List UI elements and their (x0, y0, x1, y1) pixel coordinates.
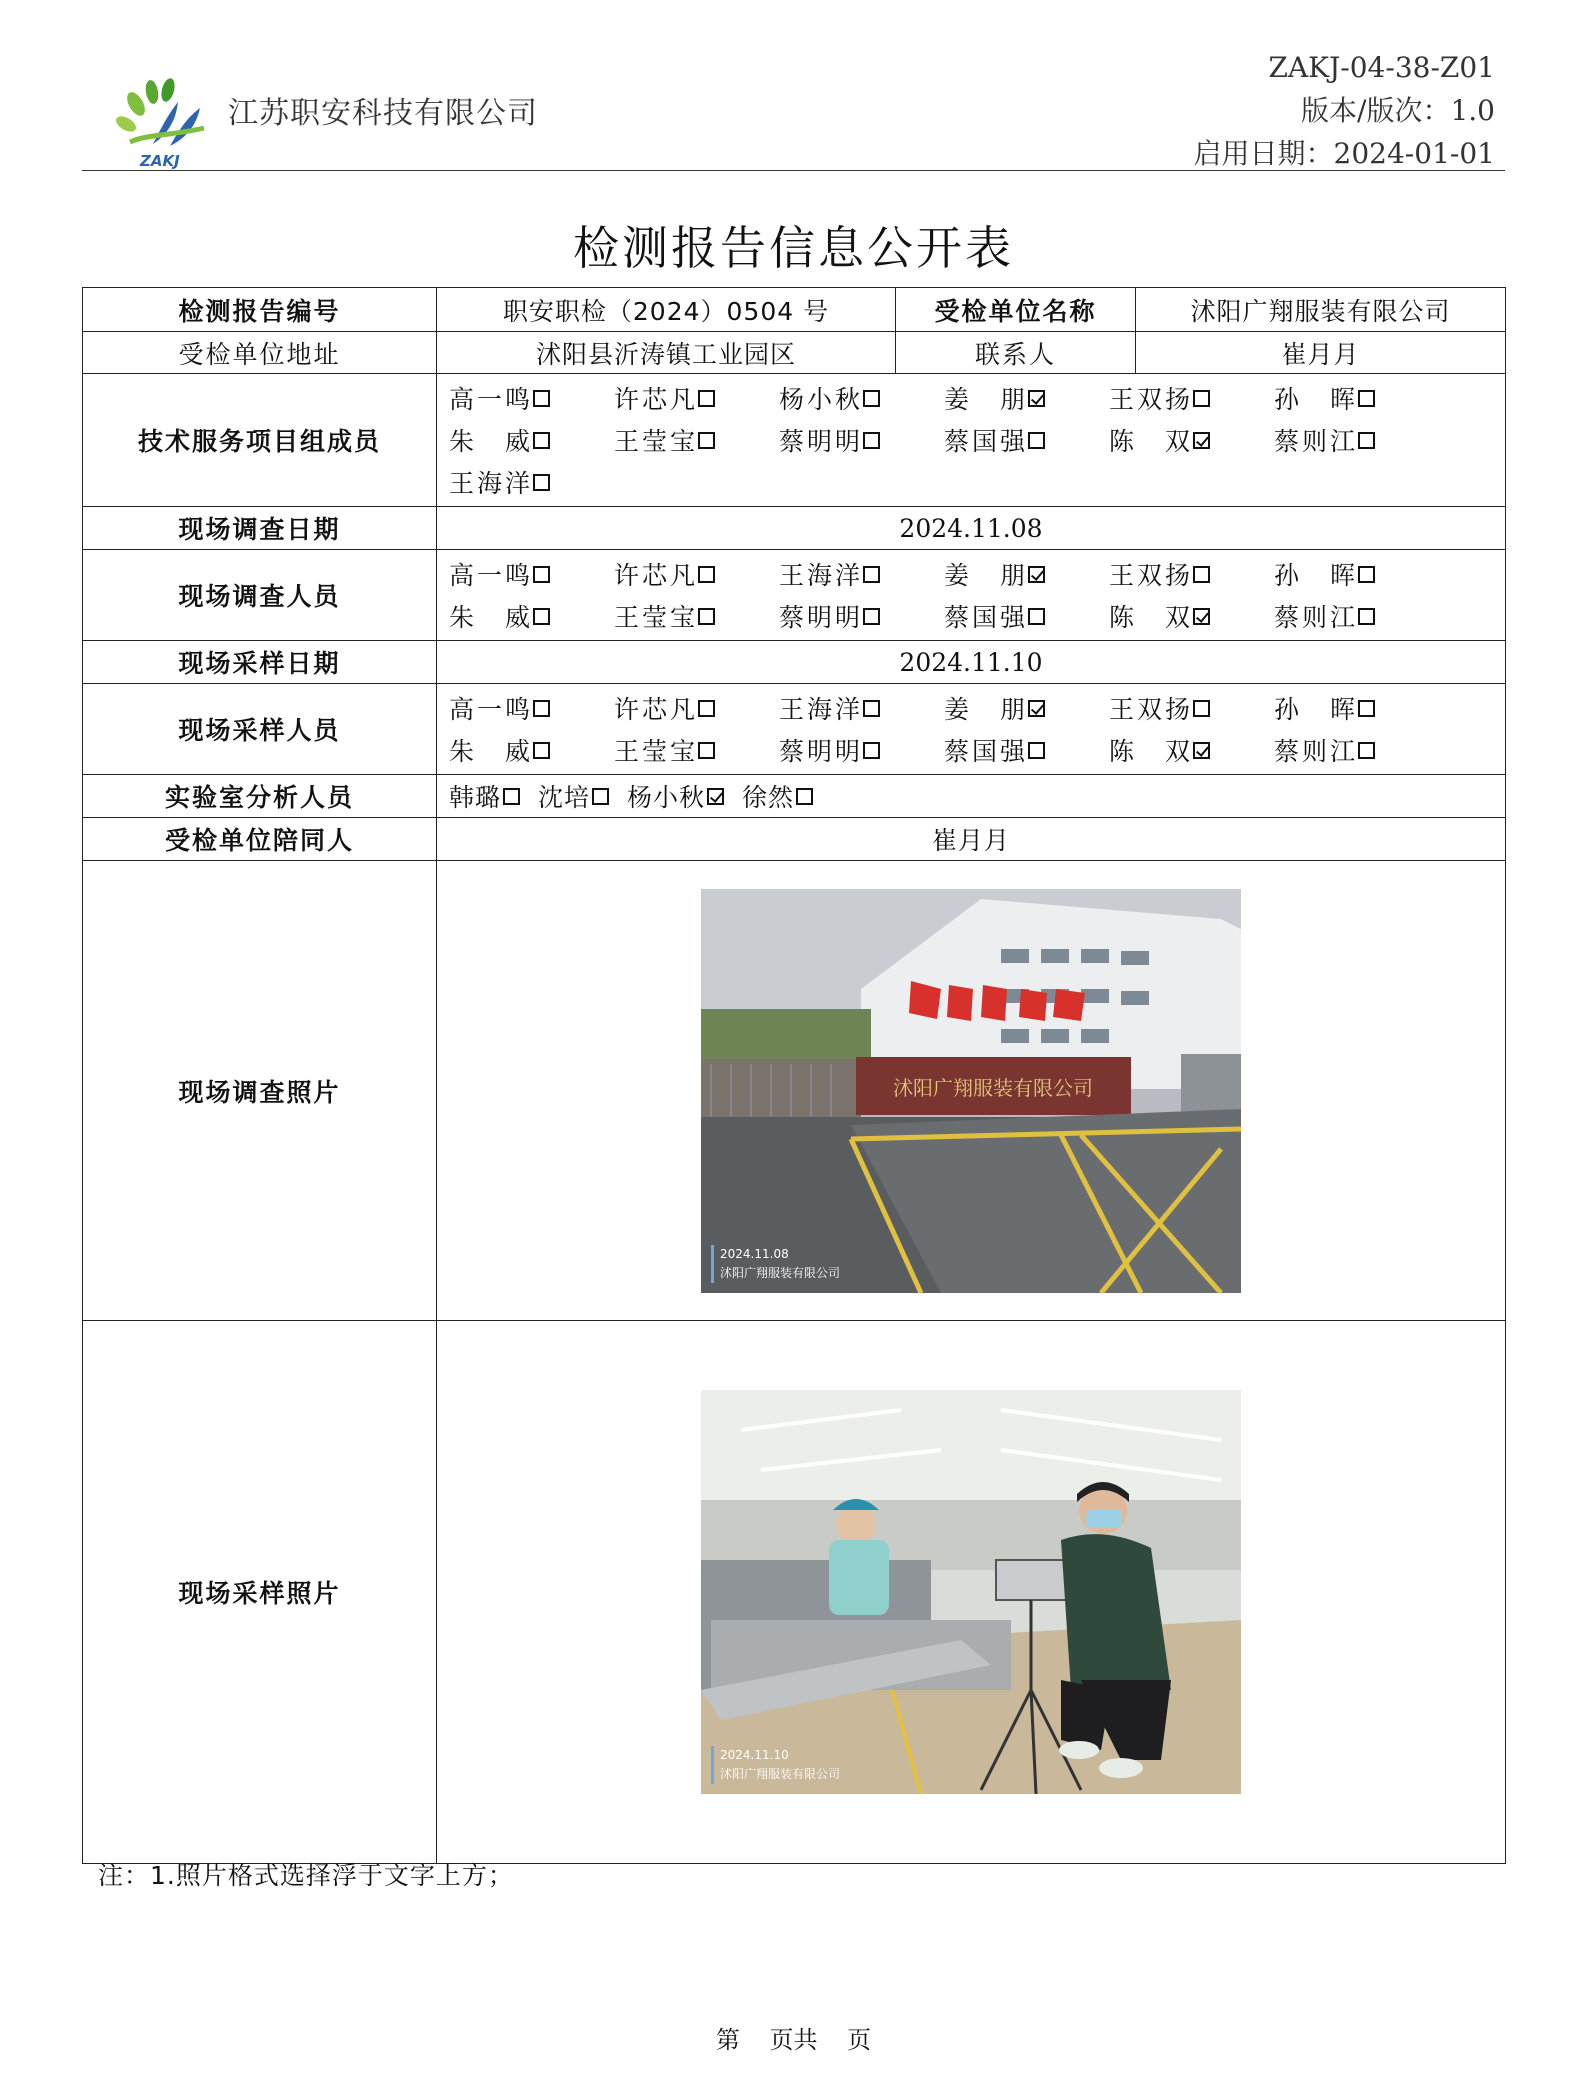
table-row (83, 641, 1506, 684)
table-row (83, 861, 1506, 1321)
unchecked-box-icon[interactable] (1358, 608, 1375, 625)
table-row (83, 288, 1506, 332)
person-checkbox-item (1274, 380, 1439, 416)
person-checkbox-item (1109, 380, 1274, 416)
unchecked-box-icon[interactable] (1358, 432, 1375, 449)
sampling-staff-list (449, 684, 1493, 774)
doc-version: 版本/版次：1.0 (1301, 94, 1495, 127)
document-meta (1194, 46, 1495, 175)
survey-photo-label: 现场调查照片 (83, 861, 437, 1321)
person-name: 高一鸣 (449, 695, 531, 724)
person-checkbox-item (779, 556, 944, 592)
person-name: 陈双 (1109, 737, 1191, 766)
unchecked-box-icon[interactable] (1358, 742, 1375, 759)
sampling-photo-cell (437, 1321, 1506, 1864)
person-name: 孙晖 (1274, 561, 1356, 590)
unchecked-box-icon[interactable] (1028, 432, 1045, 449)
person-checkbox-item (449, 732, 614, 768)
person-checkbox-item (779, 598, 944, 634)
person-checkbox-item (1274, 732, 1439, 768)
unchecked-box-icon[interactable] (698, 700, 715, 717)
person-checkbox-item (1109, 690, 1274, 726)
person-name: 蔡国强 (944, 737, 1026, 766)
person-checkbox-item (614, 598, 779, 634)
person-checkbox-item (449, 690, 614, 726)
person-checkbox-item (449, 598, 614, 634)
unchecked-box-icon[interactable] (863, 700, 880, 717)
person-name: 蔡则江 (1274, 737, 1356, 766)
person-name: 蔡明明 (779, 737, 861, 766)
person-name: 朱威 (449, 737, 531, 766)
photo-watermark (711, 1746, 840, 1784)
person-checkbox-item (1109, 598, 1274, 634)
unchecked-box-icon[interactable] (1193, 566, 1210, 583)
unchecked-box-icon[interactable] (796, 788, 813, 805)
unit-name-value: 沭阳广翔服装有限公司 (1136, 288, 1506, 332)
person-checkbox-item (449, 556, 614, 592)
lab-staff-label: 实验室分析人员 (83, 775, 437, 818)
company-logo (108, 62, 218, 172)
company-name: 江苏职安科技有限公司 (228, 96, 538, 131)
person-name: 朱威 (449, 603, 531, 632)
unchecked-box-icon[interactable] (533, 432, 550, 449)
unchecked-box-icon[interactable] (533, 390, 550, 407)
person-checkbox-item (614, 690, 779, 726)
person-checkbox-item (944, 422, 1109, 458)
unchecked-box-icon[interactable] (863, 432, 880, 449)
checked-box-icon[interactable] (707, 788, 724, 805)
logo-text: ZAKJ (140, 152, 180, 170)
unchecked-box-icon[interactable] (1358, 566, 1375, 583)
watermark-date: 2024.11.10 (720, 1748, 789, 1762)
table-row (83, 374, 1506, 507)
table-row (83, 775, 1506, 818)
person-name: 陈双 (1109, 427, 1191, 456)
sampling-photo-label: 现场采样照片 (83, 1321, 437, 1864)
unchecked-box-icon[interactable] (698, 608, 715, 625)
person-name: 王莹宝 (614, 603, 696, 632)
person-name: 姜朋 (944, 561, 1026, 590)
survey-photo-cell (437, 861, 1506, 1321)
sampling-date-label: 现场采样日期 (83, 641, 437, 684)
person-checkbox-item (449, 778, 520, 814)
doc-code: ZAKJ-04-38-Z01 (1268, 51, 1495, 84)
person-checkbox-item (944, 556, 1109, 592)
person-checkbox-item (779, 690, 944, 726)
sampling-staff-label: 现场采样人员 (83, 684, 437, 775)
person-name: 王海洋 (779, 561, 861, 590)
unchecked-box-icon[interactable] (698, 566, 715, 583)
sampling-staff-cell (437, 684, 1506, 775)
unchecked-box-icon[interactable] (698, 742, 715, 759)
person-checkbox-item (779, 422, 944, 458)
unchecked-box-icon[interactable] (863, 390, 880, 407)
watermark-company: 沭阳广翔服装有限公司 (720, 1265, 841, 1280)
person-checkbox-item (779, 732, 944, 768)
watermark-company: 沭阳广翔服装有限公司 (720, 1767, 841, 1781)
unchecked-box-icon[interactable] (698, 390, 715, 407)
person-checkbox-item (1109, 422, 1274, 458)
person-checkbox-item (944, 690, 1109, 726)
person-name: 王莹宝 (614, 427, 696, 456)
lab-staff-list (449, 778, 1493, 814)
lab-staff-cell (437, 775, 1506, 818)
table-row (83, 507, 1506, 550)
page-title: 检测报告信息公开表 (573, 221, 1014, 275)
unchecked-box-icon[interactable] (1028, 608, 1045, 625)
person-name: 杨小秋 (627, 783, 706, 812)
unchecked-box-icon[interactable] (1193, 700, 1210, 717)
unchecked-box-icon[interactable] (698, 432, 715, 449)
person-name: 姜朋 (944, 385, 1026, 414)
person-checkbox-item (449, 422, 614, 458)
person-checkbox-item (1274, 598, 1439, 634)
person-name: 蔡国强 (944, 427, 1026, 456)
person-name: 陈双 (1109, 603, 1191, 632)
person-name: 王莹宝 (614, 737, 696, 766)
survey-staff-cell (437, 550, 1506, 641)
person-checkbox-item (779, 380, 944, 416)
person-checkbox-item (449, 464, 614, 500)
person-name: 王双扬 (1109, 561, 1191, 590)
person-name: 韩璐 (449, 783, 502, 812)
doc-effective-date: 启用日期：2024-01-01 (1193, 137, 1495, 170)
person-name: 王双扬 (1109, 695, 1191, 724)
survey-staff-label: 现场调查人员 (83, 550, 437, 641)
person-checkbox-item (944, 598, 1109, 634)
unchecked-box-icon[interactable] (533, 700, 550, 717)
person-name: 姜朋 (944, 695, 1026, 724)
table-row (83, 1321, 1506, 1864)
contact-value: 崔月月 (1136, 332, 1506, 374)
watermark-date: 2024.11.08 (720, 1246, 789, 1261)
factory-gate-image (701, 889, 1241, 1293)
unchecked-box-icon[interactable] (592, 788, 609, 805)
person-checkbox-item (1274, 422, 1439, 458)
unchecked-box-icon[interactable] (533, 742, 550, 759)
person-checkbox-item (1109, 732, 1274, 768)
workshop-sampling-image (701, 1390, 1241, 1794)
table-row (83, 332, 1506, 374)
unchecked-box-icon[interactable] (863, 608, 880, 625)
checked-box-icon[interactable] (1193, 742, 1210, 759)
footnote: 注：1.照片格式选择浮于文字上方； (98, 1861, 514, 1890)
person-name: 高一鸣 (449, 385, 531, 414)
person-name: 蔡明明 (779, 603, 861, 632)
person-checkbox-item (742, 778, 813, 814)
person-checkbox-item (1274, 556, 1439, 592)
table-row (83, 818, 1506, 861)
person-checkbox-item (944, 380, 1109, 416)
gate-sign-text: 沭阳广翔服装有限公司 (893, 1075, 1093, 1100)
unchecked-box-icon[interactable] (503, 788, 520, 805)
team-cell (437, 374, 1506, 507)
unit-name-label: 受检单位名称 (896, 288, 1136, 332)
escort-value: 崔月月 (437, 818, 1506, 861)
person-name: 蔡国强 (944, 603, 1026, 632)
unchecked-box-icon[interactable] (1358, 700, 1375, 717)
unchecked-box-icon[interactable] (533, 566, 550, 583)
team-label: 技术服务项目组成员 (83, 374, 437, 507)
sampling-date-value: 2024.11.10 (437, 641, 1506, 684)
person-checkbox-item (614, 380, 779, 416)
person-name: 许芯凡 (614, 385, 696, 414)
unchecked-box-icon[interactable] (1028, 742, 1045, 759)
person-name: 蔡则江 (1274, 603, 1356, 632)
person-name: 王双扬 (1109, 385, 1191, 414)
unit-address-value: 沭阳县沂涛镇工业园区 (437, 332, 896, 374)
checked-box-icon[interactable] (1193, 608, 1210, 625)
person-checkbox-item (944, 732, 1109, 768)
person-name: 高一鸣 (449, 561, 531, 590)
table-row (83, 550, 1506, 641)
survey-date-label: 现场调查日期 (83, 507, 437, 550)
person-name: 朱威 (449, 427, 531, 456)
team-members (449, 374, 1493, 506)
photo-watermark (711, 1245, 840, 1283)
checked-box-icon[interactable] (1028, 390, 1045, 407)
survey-photo (701, 889, 1241, 1293)
person-name: 蔡明明 (779, 427, 861, 456)
unchecked-box-icon[interactable] (1193, 390, 1210, 407)
report-info-table (82, 287, 1506, 1864)
unchecked-box-icon[interactable] (533, 608, 550, 625)
checked-box-icon[interactable] (1028, 700, 1045, 717)
person-name: 王海洋 (449, 469, 531, 498)
report-no-value: 职安职检（2024）0504 号 (437, 288, 896, 332)
person-name: 许芯凡 (614, 561, 696, 590)
person-name: 蔡则江 (1274, 427, 1356, 456)
unchecked-box-icon[interactable] (863, 742, 880, 759)
unchecked-box-icon[interactable] (863, 566, 880, 583)
person-checkbox-item (1109, 556, 1274, 592)
person-checkbox-item (614, 556, 779, 592)
person-name: 杨小秋 (779, 385, 861, 414)
person-name: 孙晖 (1274, 385, 1356, 414)
person-name: 王海洋 (779, 695, 861, 724)
unchecked-box-icon[interactable] (533, 474, 550, 491)
person-checkbox-item (538, 778, 609, 814)
sampling-photo (701, 1390, 1241, 1794)
checked-box-icon[interactable] (1193, 432, 1210, 449)
table-row (83, 684, 1506, 775)
person-name: 徐然 (742, 783, 795, 812)
page-header (82, 40, 1505, 171)
person-checkbox-item (449, 380, 614, 416)
person-name: 沈培 (538, 783, 591, 812)
person-checkbox-item (627, 778, 724, 814)
person-checkbox-item (614, 422, 779, 458)
person-checkbox-item (614, 732, 779, 768)
report-no-label: 检测报告编号 (83, 288, 437, 332)
escort-label: 受检单位陪同人 (83, 818, 437, 861)
unchecked-box-icon[interactable] (1358, 390, 1375, 407)
person-checkbox-item (1274, 690, 1439, 726)
person-name: 许芯凡 (614, 695, 696, 724)
unit-address-label: 受检单位地址 (83, 332, 437, 374)
survey-staff-list (449, 550, 1493, 640)
survey-date-value: 2024.11.08 (437, 507, 1506, 550)
person-name: 孙晖 (1274, 695, 1356, 724)
page-number: 第 页共 页 (715, 2026, 872, 2054)
checked-box-icon[interactable] (1028, 566, 1045, 583)
contact-label: 联系人 (896, 332, 1136, 374)
